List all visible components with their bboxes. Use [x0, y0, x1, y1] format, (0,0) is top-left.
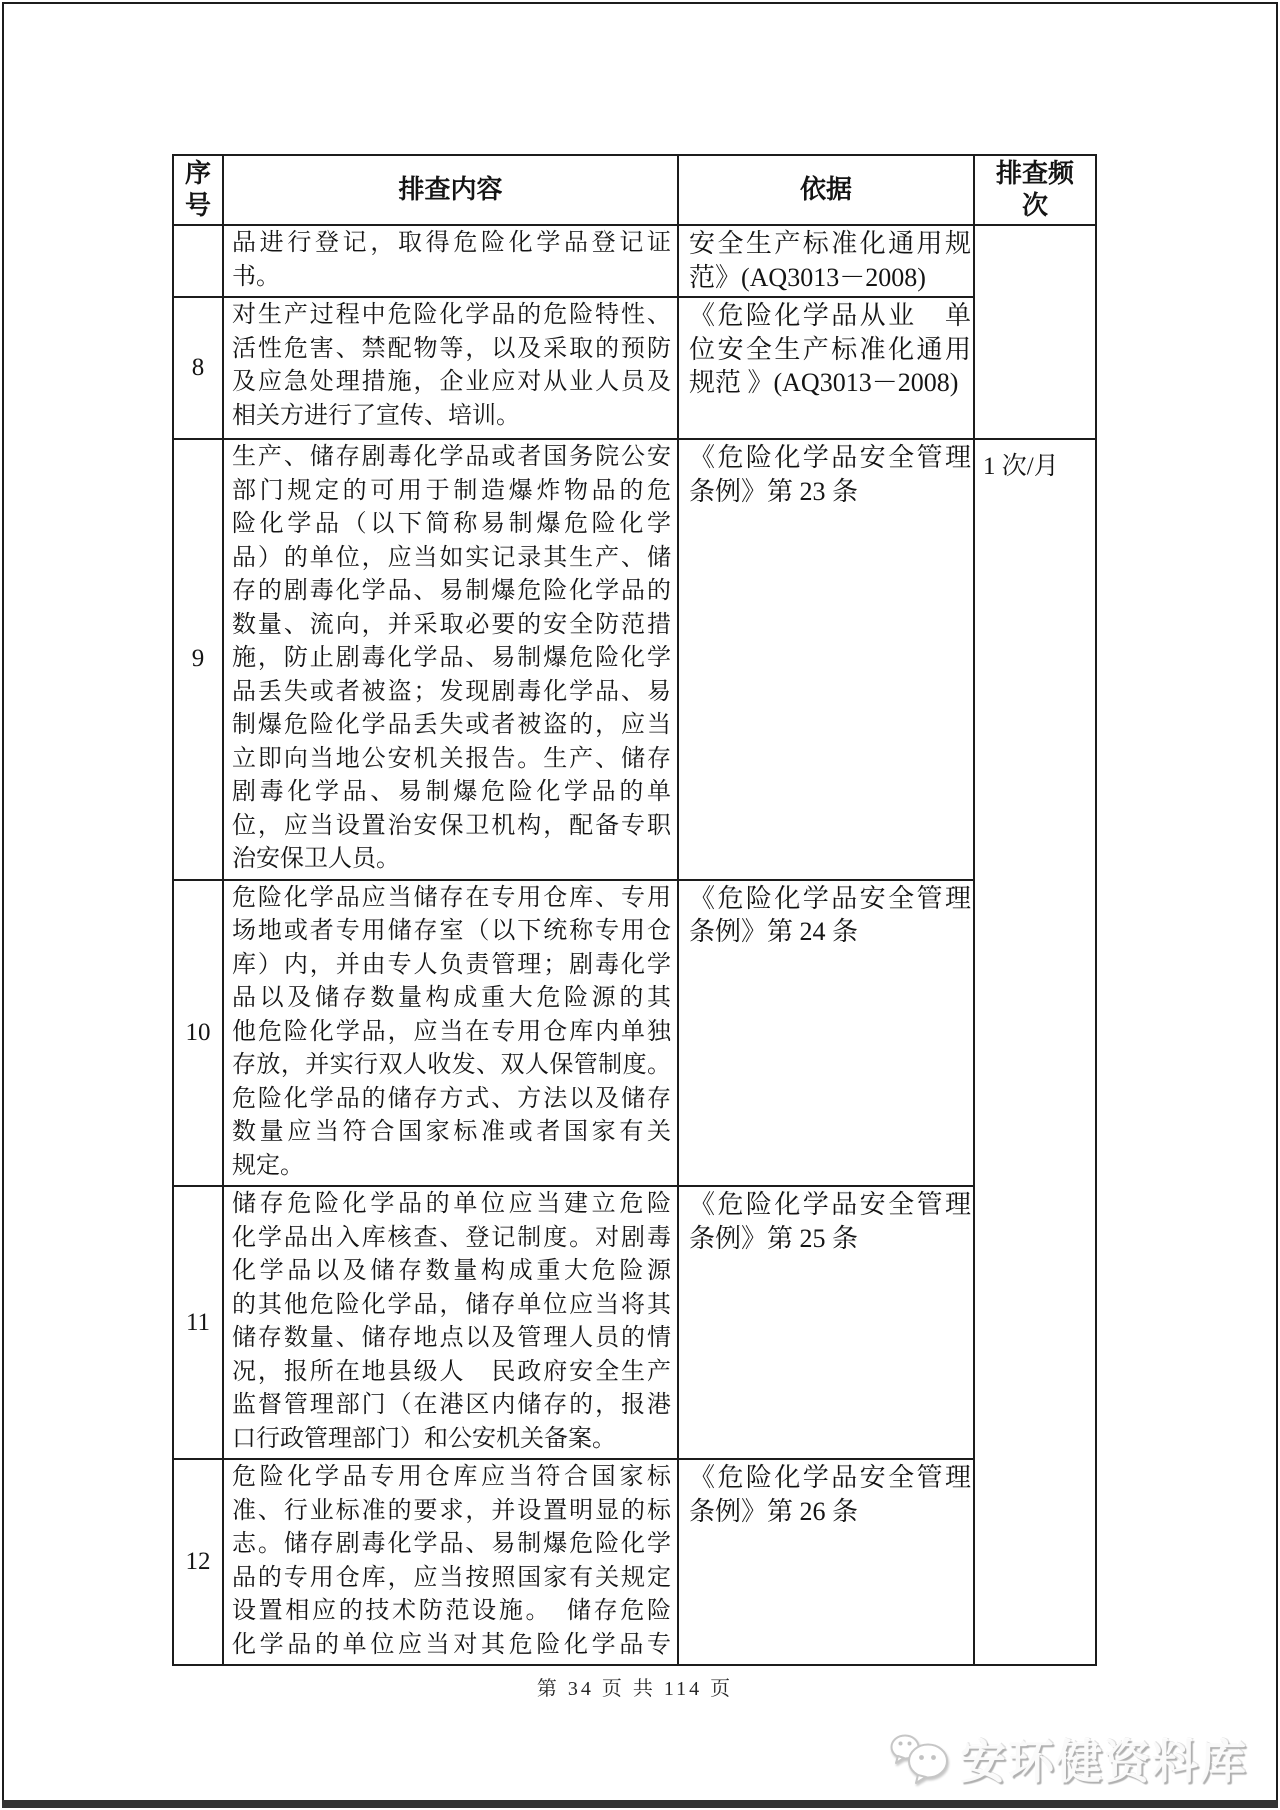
table-row [173, 225, 1096, 297]
text-line: 及应急处理措施，企业应对从业人员及 [232, 369, 671, 395]
header-cell-content: 排查内容 [223, 155, 678, 225]
cell-basis [678, 1186, 974, 1459]
text-line: 准、行业标准的要求，并设置明显的标 [232, 1497, 671, 1524]
text-line: 生产、储存剧毒化学品或者国务院公安 [232, 444, 671, 470]
text-line: 条例》第 24 条 [689, 917, 859, 946]
text-line: 危险化学品专用仓库应当符合国家标 [232, 1464, 671, 1490]
text-line: 范》(AQ3013－2008) [689, 262, 926, 292]
text-line: 部门规定的可用于制造爆炸物品的危 [232, 477, 671, 504]
text-line: 存的剧毒化学品、易制爆危险化学品的 [232, 578, 671, 604]
text-line: 储存数量、储存地点以及管理人员的情 [232, 1325, 671, 1351]
cell-basis [678, 1459, 974, 1665]
text-line: 数量应当符合国家标准或者国家有关 [232, 1119, 671, 1145]
text-line: 《危险化学品从业 单 [689, 301, 971, 330]
text-line: 危险化学品应当储存在专用仓库、专用 [232, 884, 671, 911]
cell-inspection-content [223, 880, 678, 1187]
text-line: 安全生产标准化通用规 [689, 229, 971, 258]
brand-name: 安环健资料库 [960, 1737, 1248, 1788]
page-number: 第 34 页 共 114 页 [536, 1678, 734, 1700]
text-line: 条例》第 26 条 [689, 1496, 859, 1526]
header-cell-frequency: 排查频次 [974, 155, 1096, 225]
header-cell-no: 序号 [173, 155, 223, 225]
cell-serial-number: 11 [173, 1186, 223, 1459]
wechat-bubbles-icon [888, 1730, 952, 1788]
text-line: 规定。 [232, 1152, 304, 1179]
text-line: 《危险化学品安全管理 [689, 1463, 971, 1492]
text-line: 《危险化学品安全管理 [689, 443, 971, 472]
bottom-bar [2, 1800, 1278, 1808]
text-line: 险化学品（以下简称易制爆危险化学 [232, 511, 671, 537]
text-line: 治安保卫人员。 [232, 846, 400, 872]
text-line: 条例》第 25 条 [689, 1223, 859, 1253]
cell-inspection-content [223, 297, 678, 439]
text-line: 品进行登记，取得危险化学品登记证 [232, 230, 671, 256]
text-line: 化学品以及储存数量构成重大危险源 [232, 1258, 671, 1284]
table-row [173, 297, 1096, 439]
text-line: 位安全生产标准化通用 [689, 334, 971, 364]
text-line: 化学品的单位应当对其危险化学品专 [232, 1631, 671, 1658]
cell-serial-number: 9 [173, 439, 223, 880]
cell-serial-number: 12 [173, 1459, 223, 1665]
cell-inspection-content [223, 1459, 678, 1665]
header-cell-basis: 依据 [678, 155, 974, 225]
text-line: 他危险化学品，应当在专用仓库内单独 [232, 1018, 671, 1045]
text-line: 的其他危险化学品，储存单位应当将其 [232, 1291, 671, 1318]
text-line: 立即向当地公安机关报告。生产、储存 [232, 745, 671, 772]
text-line: 制爆危险化学品丢失或者被盗的，应当 [232, 712, 671, 738]
inspection-table [172, 154, 1097, 1666]
text-line: 规范 》(AQ3013－2008) [689, 368, 959, 397]
cell-inspection-content [223, 439, 678, 880]
cell-frequency: 1 次/月 [974, 439, 1096, 1665]
text-line: 况，报所在地县级人 民政府安全生产 [232, 1358, 671, 1385]
text-line: 对生产过程中危险化学品的危险特性、 [232, 302, 671, 328]
text-line: 化学品出入库核查、登记制度。对剧毒 [232, 1224, 671, 1251]
text-line: 存放，并实行双人收发、双人保管制度。 [232, 1052, 671, 1078]
text-line: 《危险化学品安全管理 [689, 1190, 971, 1219]
table-row [173, 439, 1096, 880]
text-line: 品丢失或者被盗；发现剧毒化学品、易 [232, 678, 671, 705]
cell-serial-number: 8 [173, 297, 223, 439]
cell-serial-number [173, 225, 223, 297]
text-line: 志。储存剧毒化学品、易制爆危险化学 [232, 1531, 671, 1557]
table-row [173, 1186, 1096, 1459]
text-line: 条例》第 23 条 [689, 476, 859, 506]
table-header-row [173, 155, 1096, 225]
text-line: 位，应当设置治安保卫机构，配备专职 [232, 812, 671, 839]
text-line: 场地或者专用储存室（以下统称专用仓 [232, 918, 671, 944]
text-line: 品）的单位，应当如实记录其生产、储 [232, 544, 671, 571]
cell-basis [678, 297, 974, 439]
text-line: 《危险化学品安全管理 [689, 883, 971, 913]
text-line: 剧毒化学品、易制爆危险化学品的单 [232, 779, 671, 805]
cell-basis [678, 439, 974, 880]
cell-inspection-content [223, 225, 678, 297]
text-line: 库）内，并由专人负责管理；剧毒化学 [232, 951, 671, 978]
cell-inspection-content [223, 1186, 678, 1459]
text-line: 设置相应的技术防范设施。 储存危险 [232, 1598, 671, 1624]
cell-serial-number: 10 [173, 880, 223, 1187]
text-line: 数量、流向，并采取必要的安全防范措 [232, 611, 671, 638]
text-line: 相关方进行了宣传、培训。 [232, 402, 520, 429]
brand-watermark [888, 1726, 1248, 1792]
cell-basis [678, 880, 974, 1187]
cell-basis [678, 225, 974, 297]
text-line: 储存危险化学品的单位应当建立危险 [232, 1191, 671, 1217]
table-row [173, 1459, 1096, 1665]
text-line: 活性危害、禁配物等，以及采取的预防 [232, 335, 671, 362]
text-line: 品以及储存数量构成重大危险源的其 [232, 985, 671, 1011]
text-line: 危险化学品的储存方式、方法以及储存 [232, 1085, 671, 1112]
text-line: 品的专用仓库，应当按照国家有关规定 [232, 1564, 671, 1591]
cell-frequency [974, 225, 1096, 439]
table-row [173, 880, 1096, 1187]
text-line: 书。 [232, 263, 280, 290]
text-line: 施，防止剧毒化学品、易制爆危险化学 [232, 645, 671, 671]
text-line: 监督管理部门（在港区内储存的，报港 [232, 1392, 671, 1418]
text-line: 口行政管理部门）和公安机关备案。 [232, 1425, 616, 1452]
